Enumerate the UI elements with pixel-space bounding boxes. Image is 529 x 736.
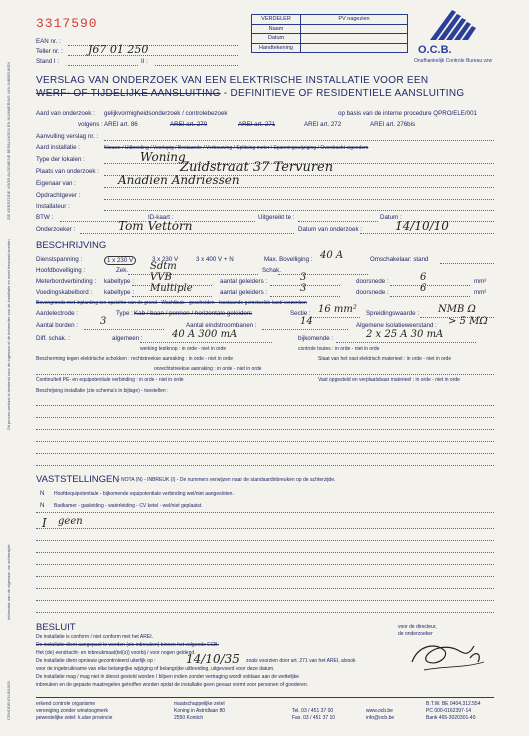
aantal-borden-value: 3	[100, 316, 107, 327]
dienstspanning-option-3x400: 3 x 400 V + N	[196, 256, 234, 263]
diff-bijkomende-label: bijkomende :	[298, 335, 334, 342]
type-lokalen-value: Woning	[140, 150, 186, 164]
volgens-option-271: AREI art. 271	[238, 121, 276, 128]
opdrachtgever-label: Opdrachtgever :	[36, 192, 81, 199]
voeding-geleiders-value: 3	[300, 283, 307, 294]
verdeler-table	[251, 14, 408, 53]
footer-email[interactable]: info@ocb.be	[366, 715, 395, 721]
max-bovell-label: Max. Bovelliging :	[264, 256, 313, 263]
sectie-value: 16 mm²	[318, 304, 357, 315]
besluit-line5: voor de ingebruikname van elke belangrijke wijziging of belangrijke uitbreiding, uitgevoerd voor deze datum.	[36, 666, 275, 672]
dienstspanning-option-3x230: 3 x 230 V	[152, 256, 179, 263]
voeding-kabeltype-value: Multiple	[150, 283, 193, 294]
vaststelling-line1: Hoofdequipotentiale - bijkomende equipotentiale verbinding wel/niet aangesloten.	[54, 491, 234, 497]
eigenaar-value: Anadien Andriessen	[118, 173, 240, 187]
beschrijving-title: BESCHRIJVING	[36, 240, 107, 251]
dienstspanning-option-1x230: 1 x 230 V	[104, 256, 136, 265]
footer-pc: PC 000-0162397-14	[426, 708, 472, 714]
besluit-line7: inbreuken en de gepaste maatregelen getroffen worden opdat de installatie geen gevaar vormt voor personen of goederen.	[36, 682, 309, 688]
volgens-option-272: AREI art. 272	[304, 121, 342, 128]
staat-line: Staat van het vast elektrisch materieel : in orde - niet in orde	[318, 356, 452, 362]
i-label: I	[42, 516, 47, 530]
id-kaart-label: ID-kaart :	[148, 214, 174, 221]
i-value: geen	[58, 516, 83, 527]
plaats-label: Plaats van onderzoek :	[36, 168, 99, 175]
vast-line: Vast opgesteld en verplaatsbaar materieel : in orde - niet in orde	[318, 377, 460, 383]
meter-label: Meterbordverbinding :	[36, 278, 97, 285]
side-text-bottom: Informatie aan de eigenaar: zie achterzijde	[6, 544, 11, 620]
bescherming-line: Bescherming tegen elektrische schokken : rechtstreekse aanraking : in orde - niet in orde	[36, 356, 234, 362]
onderzoeker-label: Onderzoeker :	[36, 226, 76, 233]
volgens-label: volgens :	[78, 121, 103, 128]
omschakelaar-label: Omschakelaar: stand	[370, 256, 429, 263]
installateur-label: Installateur :	[36, 203, 70, 210]
vaststellingen-note: - NOTA (N) - INBREUK (I) - De nummers verwijzen naar de standaardinbreuken op de achterzijde.	[118, 477, 336, 483]
aarde-type-label: Type :	[116, 310, 133, 317]
btw-label: BTW :	[36, 214, 54, 221]
stand-label: Stand I :	[36, 58, 60, 65]
aardelectrode-label: Aardelectrode :	[36, 310, 78, 317]
eindstroombanen-label: Aantal eindstroombanen :	[186, 322, 257, 329]
title-strike-option: WERF- OF TIJDELIJKE AANSLUITING	[36, 88, 221, 99]
footer-col2-line3: 2550 Kontich	[174, 715, 204, 721]
voeding-label: Voedingskabelbord :	[36, 289, 93, 296]
besluit-line6: De installatie mag / mag niet in dienst gesteld worden / blijven indien zonder vertraging wordt voldaan aan de wettelijke	[36, 674, 299, 680]
besluit-title: BESLUIT	[36, 622, 76, 633]
table-row-handtekening: Handtekening	[252, 43, 301, 53]
hoofdbovell-value: Sdtm	[150, 261, 177, 272]
spreidingswaarde-label: Spreidingswaarde :	[366, 310, 419, 317]
continuiteit-line: Continuïteit PE- en equipotentiale verbinding : in orde - niet in orde	[36, 377, 184, 383]
voeding-doorsnede-value: 6	[420, 283, 427, 294]
besluit-line3: Het (de) eendracht- en inbreukmaat(tel(s)) voorbij / voor nogen geldend.	[36, 650, 196, 656]
stand-ii-label: II :	[141, 58, 148, 65]
side-text-middle: Dit proces-verbaal is bestemd voor de eigenaar of de beheerder van de installatie en moet bewaard worden	[6, 239, 11, 430]
dienstspanning-label: Dienstspanning :	[36, 256, 83, 263]
plaats-value: Zuidstraat 37 Tervuren	[180, 160, 334, 175]
aarde-type-options: Kab / baan / pennen / horizontale geleiders	[134, 310, 252, 317]
signature-sub: de onderzoeker	[398, 631, 433, 637]
footer-col2-line1: maatschappelijke zetel	[174, 701, 225, 707]
diff-label: Diff. schak. :	[36, 335, 70, 342]
voeding-kabeltype-label: kabeltype :	[104, 289, 134, 296]
vaststelling-line2: Badkamer - gasleiding - waterleiding - CV ketel - wel/niet geplaatst.	[54, 503, 203, 509]
voeding-mm2: mm²	[474, 289, 487, 296]
volgens-option-276bis: AREI art. 276bis	[370, 121, 416, 128]
beveiliging-line: Bovengronds met inplanting ten opzichte van de grond - Wachtbuis - gescheiden - losstaande gemetselde kast/ verzonken	[36, 300, 307, 306]
aard-installatie-options: Nieuwe / Uitbreiding / Voorlopig / Bestaande / Verbouwing / Splitsing meter / Spanningswijziging / Overdracht eigendom	[104, 145, 369, 151]
footer-col1-line3: pewestelijke zetel: k.alse provincie	[36, 715, 113, 721]
besluit-line4b: zoals voorzien door art. 271 van het AREI, alsook	[246, 658, 356, 664]
aanvulling-label: Aanvulling verslag nr. :	[36, 133, 99, 140]
voeding-geleiders-label: aantal geleiders :	[220, 289, 268, 296]
diff-algemeen-value: 40 A 300 mA	[172, 329, 238, 340]
uitgereikt-label: Uitgereikt te :	[258, 214, 295, 221]
report-title-line2	[36, 88, 464, 99]
besluit-line4-date: 14/10/35	[186, 652, 240, 666]
title-selected-option: - DEFINITIEVE OF RESIDENTIELE AANSLUITING	[220, 88, 465, 99]
besluit-line4a: De installatie dient opnieuw gecontroleerd uiterlijk op :	[36, 658, 156, 664]
hoofdbovell-label: Hoofdbovelliging :	[36, 267, 86, 274]
meter-mm2: mm²	[474, 278, 487, 285]
besluit-line1: De installatie is conform / niet conform met het AREI.	[36, 634, 153, 640]
signature-label: voor de directeur,	[398, 624, 437, 630]
onderzoeker-value: Tom Vettorn	[118, 219, 193, 233]
isolatie-label: Algemene isolatieweerstand :	[356, 322, 437, 329]
teller-value: J67 01 250	[88, 43, 149, 56]
footer-website[interactable]: www.ocb.be	[366, 708, 393, 714]
max-bovell-value: 40 A	[320, 250, 344, 261]
footer-btw: B.T.W. BE 0404.312.554	[426, 701, 481, 707]
ocb-logo	[412, 6, 492, 66]
datum-label: Datum :	[380, 214, 402, 221]
controle-toutes: controle toutes : in orde - niet in orde	[298, 346, 380, 352]
datum-onderzoek-value: 14/10/10	[395, 219, 449, 233]
aard-onderzoek-label: Aard van onderzoek :	[36, 110, 95, 117]
onrechtstreekse-line: onrechtstreekse aanraking : in orde - niet in orde	[154, 366, 262, 372]
besluit-line2: De installatie dient aangepast te worden (zie inbreuken) binnen het volgende ECB.	[36, 642, 219, 648]
ean-label: EAN nr. :	[36, 38, 61, 45]
n-label-1: N	[40, 490, 45, 497]
aard-installatie-label: Aard installatie :	[36, 144, 81, 151]
volgens-option-270: AREI art. 270	[170, 121, 208, 128]
volgens-option-86: AREI art. 86	[104, 121, 138, 128]
side-text-code: CRNOOR-EN-B/1003	[6, 681, 11, 720]
voeding-doorsnede-label: doorsnede :	[356, 289, 389, 296]
diff-bijkomend-value: 2 x 25 A 30 mA	[366, 329, 444, 340]
schak-label: Schak.	[262, 267, 281, 274]
footer-col1-line2: vereniging zonder winstoogmerk	[36, 708, 108, 714]
aantal-borden-label: Aantal borden :	[36, 322, 78, 329]
datum-onderzoek-label: Datum van onderzoek :	[298, 226, 362, 233]
signature-icon	[404, 632, 494, 678]
basis-label: op basis van de interne procedure QPRO/ELE/001	[338, 110, 477, 117]
spreiding-value: NMB Ω	[438, 304, 476, 315]
logo-name: O.C.B.	[418, 44, 452, 56]
teller-label: Teller nr. :	[36, 48, 63, 55]
n-label-2: N	[40, 502, 45, 509]
eigenaar-label: Eigenaar van :	[36, 180, 76, 187]
side-text-top: ZIE KEERZIJDE VOOR ALGEMENE BEPALINGEN EN NUMMERING VAN INBREUKEN	[6, 61, 11, 220]
meter-doorsnede-value: 6	[420, 272, 427, 283]
table-header-verdeler: VERDELER	[252, 15, 301, 25]
document-number: 3317590	[36, 16, 98, 31]
beschrijving-install-label: Beschrijving installatie (zie schema's in bijlage) - toestellen :	[36, 388, 169, 394]
footer-col1-line1: erkend controle organisme	[36, 701, 96, 707]
type-lokalen-label: Type der lokalen :	[36, 156, 85, 163]
eindstroom-value: 14	[300, 316, 313, 327]
ocb-logo-icon	[412, 6, 492, 66]
footer-tel: Tel. 03 / 451 37 00	[292, 708, 334, 714]
report-title-line1: VERSLAG VAN ONDERZOEK VAN EEN ELEKTRISCHE INSTALLATIE VOOR EEN	[36, 75, 429, 86]
aard-onderzoek-options: gelijkvormigheidsonderzoek / controlebezoek	[104, 110, 228, 117]
meter-doorsnede-label: doorsnede :	[356, 278, 389, 285]
meter-kabeltype-value: VVB	[150, 272, 172, 283]
werking-testknop: werking testknop : in orde - niet in orde	[140, 346, 227, 352]
table-header-pv: PV nagezien	[301, 15, 408, 25]
isolatie-value: > 5 MΩ	[448, 316, 488, 327]
meter-geleiders-value: 3	[300, 272, 307, 283]
zek-label: Zek.	[116, 267, 129, 274]
table-row-datum: Datum	[252, 34, 301, 44]
footer-col2-line2: Koning in Astridlaan 80	[174, 708, 226, 714]
footer-fax: Fax. 03 / 451 37 10	[292, 715, 336, 721]
footer-bank: Bank 465-3020301-40	[426, 715, 476, 721]
table-row-naam: Naam	[252, 24, 301, 34]
meter-geleiders-label: aantal geleiders :	[220, 278, 268, 285]
meter-kabeltype-label: kabeltype :	[104, 278, 134, 285]
diff-algemeen-label: algemeen :	[112, 335, 143, 342]
sectie-label: Sectie :	[290, 310, 311, 317]
vaststellingen-title: VASTSTELLINGEN	[36, 474, 120, 485]
logo-tagline: Onafhankelijk Controle Bureau vzw	[414, 58, 493, 64]
